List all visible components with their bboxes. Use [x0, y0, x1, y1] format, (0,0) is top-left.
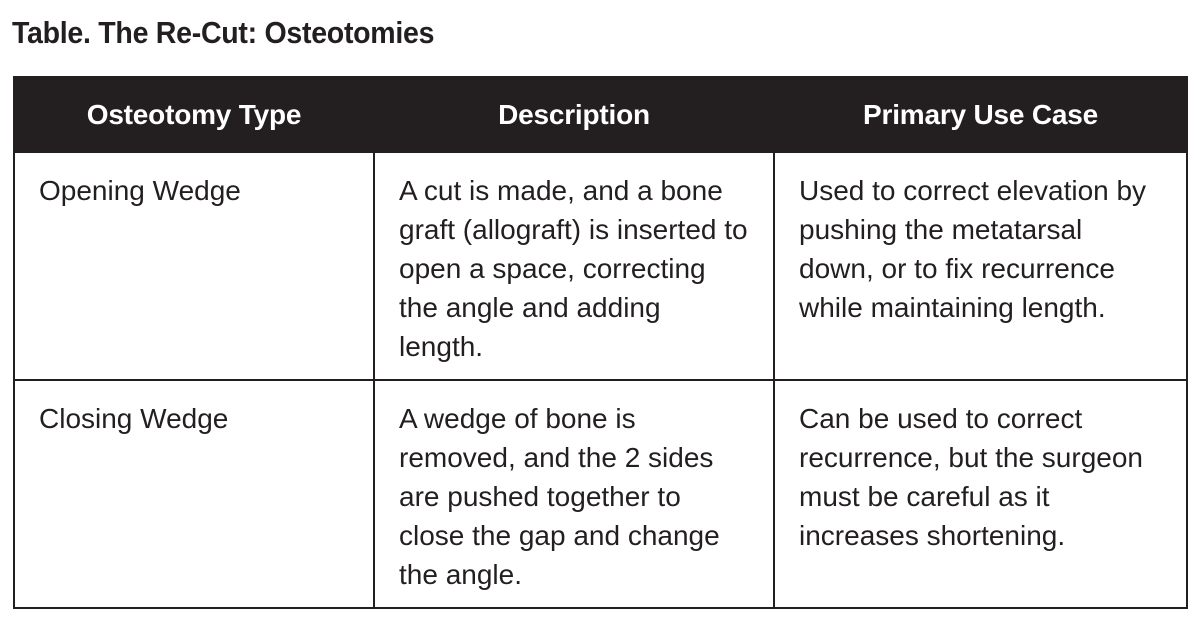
table-header — [14, 77, 1187, 152]
table-row — [14, 152, 1187, 380]
cell-osteotomy-type: Opening Wedge — [14, 152, 374, 380]
table-caption: Table. The Re-Cut: Osteotomies — [12, 15, 435, 50]
header-osteotomy-type: Osteotomy Type — [14, 77, 374, 152]
cell-primary-use-case: Used to correct elevation by pushing the metatarsal down, or to fix recurrence while maintaining length. — [774, 152, 1187, 380]
cell-osteotomy-type: Closing Wedge — [14, 380, 374, 608]
cell-primary-use-case: Can be used to correct recurrence, but the surgeon must be careful as it increases shortening. — [774, 380, 1187, 608]
header-primary-use-case: Primary Use Case — [774, 77, 1187, 152]
cell-description: A cut is made, and a bone graft (allograft) is inserted to open a space, correcting the angle and adding length. — [374, 152, 774, 380]
osteotomies-table — [13, 76, 1188, 609]
table-body — [14, 152, 1187, 608]
table-row — [14, 380, 1187, 608]
header-row — [14, 77, 1187, 152]
cell-description: A wedge of bone is removed, and the 2 sides are pushed together to close the gap and change the angle. — [374, 380, 774, 608]
header-description: Description — [374, 77, 774, 152]
